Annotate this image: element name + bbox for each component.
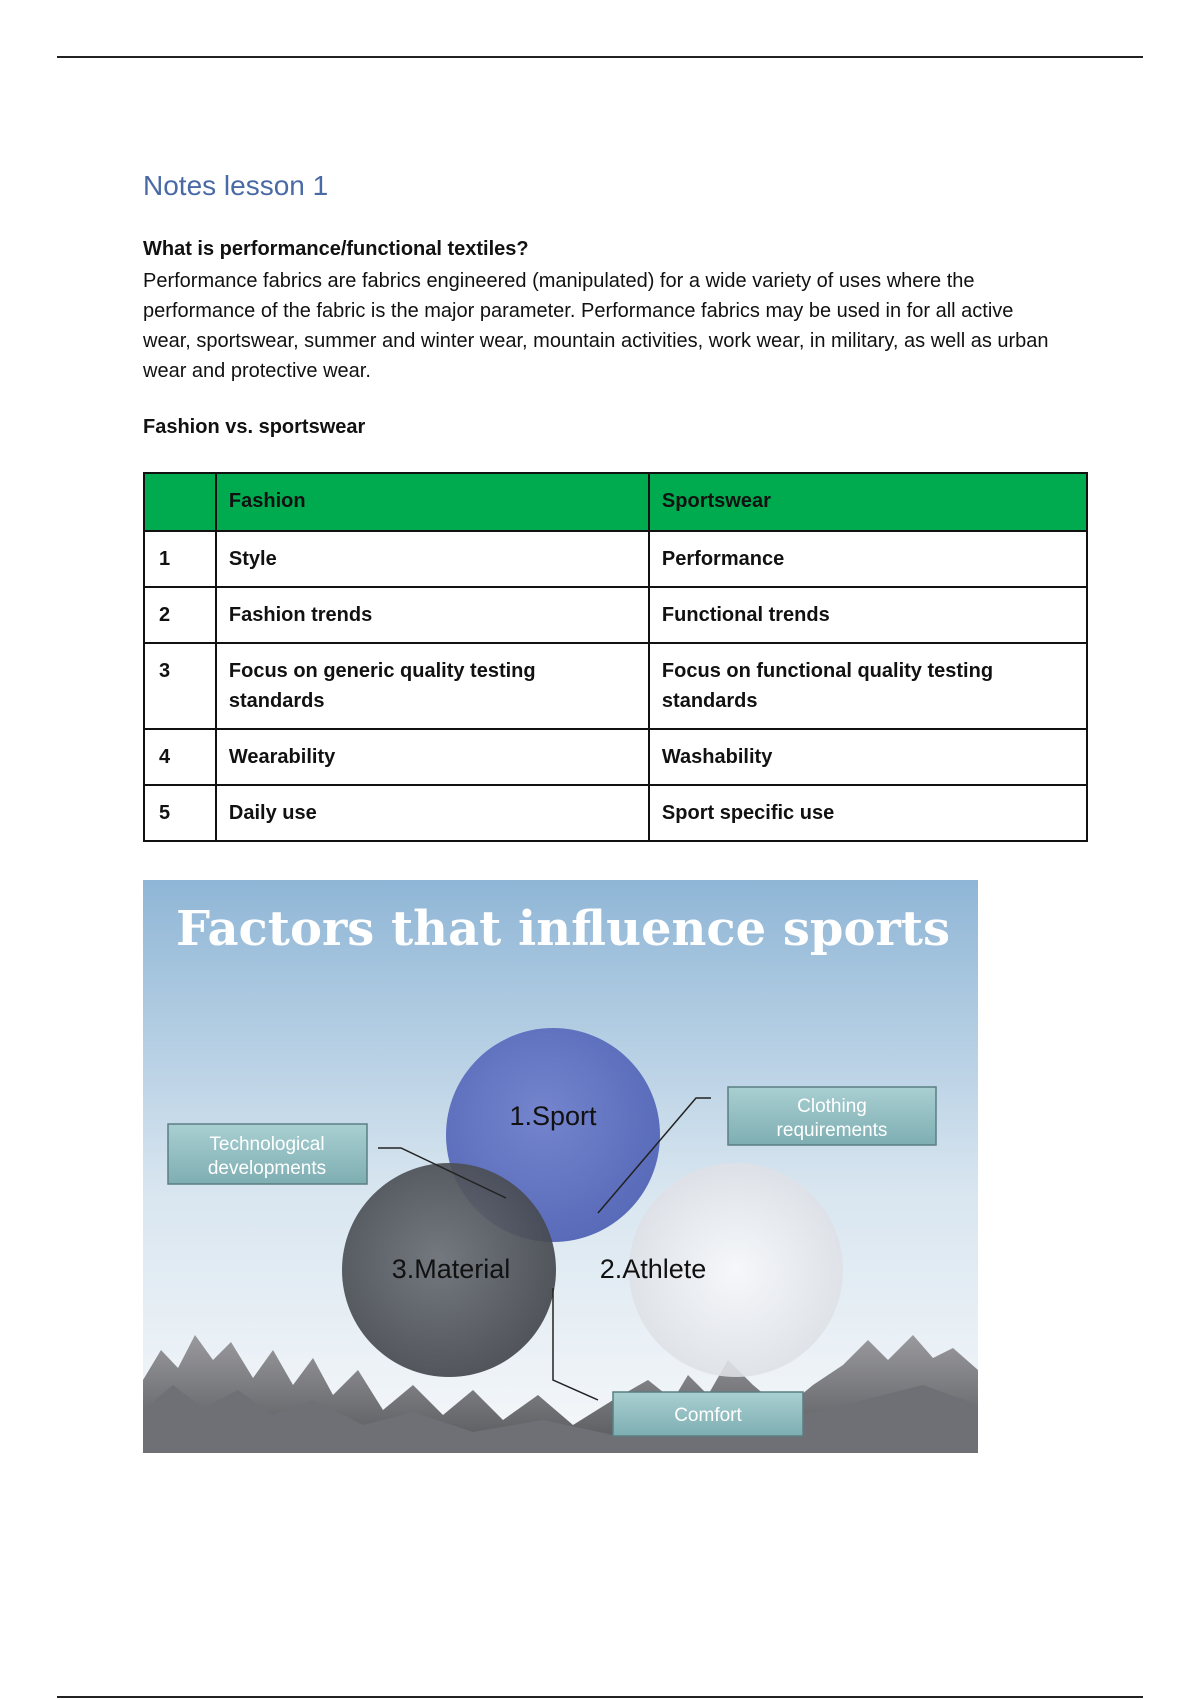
fashion-cell: Wearability [216,729,649,785]
figure-title: Factors that influence sports [176,901,950,957]
table-row [144,785,1087,841]
clothing-box-line2: requirements [776,1120,888,1141]
material-circle-label: 3.Material [391,1254,511,1284]
header-cell-sportswear: Sportswear [649,473,1087,531]
sportswear-cell: Focus on functional quality testing standards [649,643,1087,729]
header-cell-number [144,473,216,531]
row-number: 4 [144,729,216,785]
athlete-circle-label: 2.Athlete [599,1254,707,1284]
intro-paragraph: Performance fabrics are fabrics engineered (manipulated) for a wide variety of uses where the performance of the fabric is the major parameter. Performance fabrics may be used in for all active wear, sportswear, summer and winter wear, mountain activities, work wear, in military, as well as urban wear and protective wear. [143,270,1049,382]
fashion-cell: Focus on generic quality testing standards [216,643,649,729]
comparison-table [143,472,1088,842]
table-row [144,587,1087,643]
table-row [144,531,1087,587]
sportswear-cell: Performance [649,531,1087,587]
table-row [144,729,1087,785]
comparison-heading: Fashion vs. sportswear [143,416,366,438]
sportswear-cell: Sport specific use [649,785,1087,841]
technological-box-line2: developments [207,1158,327,1179]
sportswear-cell: Functional trends [649,587,1087,643]
factors-diagram [143,880,978,1453]
row-number: 1 [144,531,216,587]
bottom-rule [57,1696,1143,1698]
comfort-box-label: Comfort [674,1405,742,1426]
fashion-cell: Fashion trends [216,587,649,643]
table-header-row [144,473,1087,531]
sport-circle-label: 1.Sport [509,1101,597,1131]
header-cell-fashion: Fashion [216,473,649,531]
row-number: 5 [144,785,216,841]
sportswear-cell: Washability [649,729,1087,785]
clothing-box-line1: Clothing [797,1096,867,1117]
page-title: Notes lesson 1 [143,170,329,201]
fashion-cell: Style [216,531,649,587]
question-heading: What is performance/functional textiles? [143,238,529,260]
technological-box-line1: Technological [209,1134,325,1155]
table-row [144,643,1087,729]
fashion-cell: Daily use [216,785,649,841]
row-number: 3 [144,643,216,729]
row-number: 2 [144,587,216,643]
factors-figure [143,880,978,1453]
top-rule [57,56,1143,58]
